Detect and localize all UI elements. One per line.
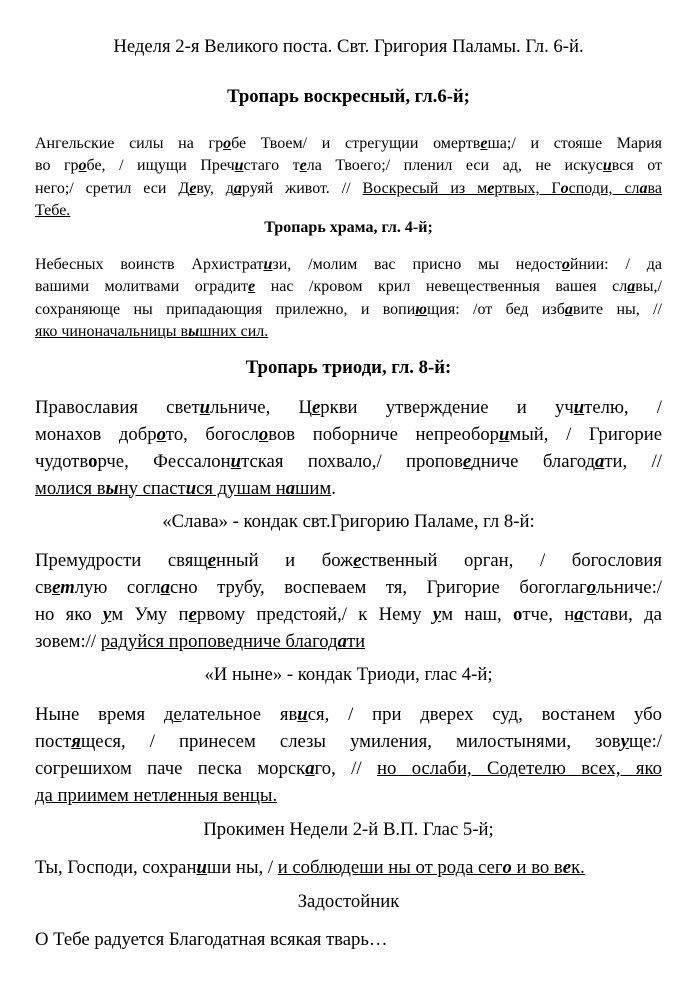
text-line-content <box>35 577 662 598</box>
text-line <box>35 854 662 881</box>
text-run: нный и бож <box>216 549 354 571</box>
text-line-content <box>35 478 336 499</box>
text-line-content <box>35 631 365 652</box>
text-run: телю, / <box>584 396 662 418</box>
text-run: лательное яв <box>181 704 298 725</box>
stressed-letter: е <box>353 549 362 571</box>
stressed-letter: е <box>248 278 256 296</box>
text-line <box>35 299 662 321</box>
stressed-letter: а <box>574 603 584 625</box>
stressed-letter: и <box>263 256 273 273</box>
text-run: ну спаст <box>118 477 186 499</box>
text-run: . <box>331 477 336 499</box>
text-run: Небесных воинств Архистрат <box>35 256 264 273</box>
text-line-content <box>35 857 585 878</box>
section-heading-troparion-temple: Тропарь храма, гл. 4-й; <box>264 219 433 236</box>
stressed-letter: и <box>230 450 242 472</box>
text-run: е <box>173 704 182 725</box>
text-line <box>35 782 662 809</box>
stressed-letter: ы <box>105 477 119 499</box>
text-run: бе, / ищущи Преч <box>86 157 235 175</box>
text-run: лую согл <box>74 576 161 598</box>
text-run: тче, н <box>522 603 575 625</box>
text-run: да приимем нетл <box>35 785 169 806</box>
text-run: но яко <box>35 603 104 625</box>
text-run: монахов добр <box>35 423 157 445</box>
text-run: йнии: / да <box>569 256 662 273</box>
stressed-letter: и <box>199 396 211 418</box>
text-line-content <box>35 731 662 752</box>
text-run: во гр <box>35 157 79 175</box>
stressed-letter: е <box>480 135 488 152</box>
text-line <box>35 728 662 755</box>
text-run: к. <box>571 856 585 878</box>
text-line <box>35 276 662 298</box>
text-run: о <box>513 603 523 625</box>
text-run: бе Твоем/ и стрегущии омертв <box>231 135 481 152</box>
text-line-content <box>35 202 70 219</box>
text-run: т <box>60 576 75 598</box>
stressed-letter: и <box>185 477 197 499</box>
stressed-letter: а <box>233 179 242 197</box>
stressed-letter: е <box>168 785 178 806</box>
stressed-letter: о <box>502 856 512 878</box>
text-line <box>35 178 662 200</box>
text-run: а <box>600 603 610 625</box>
text-run: шних сил. <box>199 323 269 341</box>
text-run: О Тебе радуется Благодатная всякая тварь… <box>35 929 388 950</box>
stressed-letter: у <box>620 731 629 752</box>
stressed-letter: а <box>305 758 315 779</box>
document-title: Неделя 2-я Великого поста. Свт. Григория Паламы. Гл. 6-й. <box>113 36 584 57</box>
text-line-content <box>35 157 662 174</box>
text-run: споди, сл <box>568 179 640 197</box>
stressed-letter: е <box>299 157 307 175</box>
prokeimenon-text <box>35 854 662 881</box>
stressed-letter: а <box>160 576 170 598</box>
text-run: нас /кровом крил невещественныя вашея сл <box>255 278 628 296</box>
text-line <box>35 133 662 155</box>
stressed-letter: а <box>595 450 605 472</box>
text-run: о <box>88 450 98 472</box>
text-run: дниче благод <box>471 450 596 472</box>
stressed-letter: у <box>432 603 442 625</box>
stressed-letter: а <box>285 477 296 499</box>
text-run: ва <box>647 179 662 197</box>
text-line-content <box>35 278 662 295</box>
text-run: м наш, <box>441 603 514 625</box>
stressed-letter: о <box>561 256 570 273</box>
text-run: и во в <box>511 856 563 878</box>
stressed-letter: я <box>71 731 81 752</box>
text-run: тская похвало,/ пропов <box>241 450 463 472</box>
text-run: мый, / Григорие <box>509 423 662 445</box>
text-run: Премудрости свящ <box>35 549 208 571</box>
text-run: ся душам н <box>196 477 286 499</box>
text-run: ти <box>346 630 366 652</box>
text-run: пост <box>35 731 72 752</box>
text-line-content <box>35 550 662 571</box>
text-line-content <box>35 301 662 318</box>
text-line-content <box>35 785 277 806</box>
stressed-letter: и <box>196 856 207 878</box>
text-run: вов поборниче непреобор <box>268 423 500 445</box>
stressed-letter: е <box>562 856 572 878</box>
troparion-resurrection-text <box>35 133 662 223</box>
stressed-letter: а <box>564 300 573 318</box>
stressed-letter: е <box>52 576 61 598</box>
stressed-letter: о <box>78 157 87 175</box>
stressed-letter: а <box>337 630 347 652</box>
text-run: нныя венцы. <box>177 785 278 806</box>
stressed-letter: о <box>156 423 166 445</box>
stressed-letter: е <box>188 603 197 625</box>
stressed-letter: а <box>639 179 648 197</box>
section-heading-prokeimenon: Прокимен Недели 2-й В.П. Глас 5-й; <box>203 819 494 840</box>
text-run: льниче, Ц <box>210 396 312 418</box>
text-line <box>35 394 662 421</box>
stressed-letter: и <box>234 157 244 175</box>
text-run: ст <box>583 603 601 625</box>
text-line <box>35 155 662 177</box>
stressed-letter: о <box>223 135 232 152</box>
text-line-content <box>35 180 662 197</box>
text-line <box>35 601 662 628</box>
text-line-content <box>35 424 662 445</box>
stressed-letter: о <box>258 423 269 445</box>
text-line <box>35 755 662 782</box>
section-heading-troparion-triodion: Тропарь триоди, гл. 8-й: <box>245 357 452 378</box>
text-run: ртвых, Г <box>494 179 561 197</box>
stressed-letter: е <box>207 549 217 571</box>
text-run: Ты, Господи, сохран <box>35 856 197 878</box>
text-run: Воскресый из м <box>362 179 488 197</box>
text-run: ша;/ и стояше Мария <box>487 135 663 152</box>
text-run: вашими молитвами оградит <box>35 278 249 296</box>
text-run: св <box>35 576 53 598</box>
text-run: сно трубу, воспеваем тя, Григорие богоглаг <box>169 576 587 598</box>
text-run: шим <box>295 477 332 499</box>
text-run: Ныне время д <box>35 704 174 725</box>
text-line <box>35 321 662 343</box>
text-run: молися в <box>35 477 106 499</box>
text-line <box>35 475 662 502</box>
stressed-letter: ю <box>415 300 427 318</box>
text-run: рче, Фессалон <box>97 450 231 472</box>
stressed-letter: ы <box>188 323 200 341</box>
text-line <box>35 448 662 475</box>
text-run: него;/ сретил еси Д <box>35 179 190 197</box>
text-run: Тебе. <box>35 202 71 220</box>
stressed-letter: и <box>297 704 308 725</box>
troparion-temple-text <box>35 254 662 344</box>
text-run: чудотв <box>35 450 89 472</box>
kontakion-now-text <box>35 701 662 809</box>
text-line-content <box>35 135 662 152</box>
kontakion-glory-text <box>35 547 662 655</box>
text-line-content <box>35 256 662 273</box>
text-run: вся от <box>611 157 662 175</box>
text-run: ву, д <box>196 179 234 197</box>
text-run: Ангельские силы на гр <box>35 135 224 152</box>
text-run: вы,/ <box>635 278 662 296</box>
text-run: ла Твоего;/ пленил еси ад, не искус <box>306 157 603 175</box>
text-line-content <box>35 929 388 950</box>
text-run: вите ны, // <box>572 300 662 318</box>
text-run: ще:/ <box>628 731 662 752</box>
text-run: ши ны, / <box>206 856 278 878</box>
text-line <box>35 254 662 276</box>
zadostoinik-text <box>35 926 662 953</box>
text-line <box>35 701 662 728</box>
text-run: щеся, / принесем слезы умиления, милостынями, зов <box>80 731 621 752</box>
text-run: руяй живот. // <box>241 179 363 197</box>
stressed-letter: е <box>189 179 197 197</box>
text-line-content <box>35 451 662 472</box>
text-line-content <box>35 397 662 418</box>
section-heading-zadostoinik: Задостойник <box>297 891 400 912</box>
text-run: зи, /молим вас присно мы недост <box>272 256 562 273</box>
text-run: ся, / при дверех суд, востанем убо <box>307 704 662 725</box>
stressed-letter: у <box>103 603 112 625</box>
stressed-letter: е <box>311 396 321 418</box>
section-heading-troparion-resurrection: Тропарь воскресный, гл.6-й; <box>227 86 470 107</box>
text-run: ви, да <box>609 603 662 625</box>
text-run: радуйся проповедниче благод <box>100 630 338 652</box>
text-run: яко чиноначальницы в <box>35 323 189 341</box>
text-run: го, // <box>314 758 377 779</box>
section-heading-kontakion-glory: «Слава» - кондак свт.Григорию Паламе, гл 8-й: <box>162 511 535 532</box>
text-run: ркви утверждение и уч <box>320 396 574 418</box>
text-run: щия: /от бед изб <box>426 300 565 318</box>
text-run: но ослаби, Содетелю всех, яко <box>376 758 662 779</box>
stressed-letter: е <box>487 179 495 197</box>
text-line-content <box>35 704 662 725</box>
text-run: то, богосл <box>165 423 259 445</box>
text-line-content <box>35 604 662 625</box>
text-run: и соблюдеши ны от рода сег <box>277 856 503 878</box>
stressed-letter: и <box>602 157 612 175</box>
text-run: ственный орган, / богословия <box>361 549 662 571</box>
text-run: сохраняюще ны припадающия прилежно, и вопи <box>35 300 416 318</box>
text-run: рвому предстояй,/ к Нему <box>196 603 433 625</box>
text-run: м Уму п <box>111 603 189 625</box>
stressed-letter: а <box>627 278 636 296</box>
text-line <box>35 547 662 574</box>
troparion-triodion-text <box>35 394 662 502</box>
text-line-content <box>35 323 268 340</box>
text-run: ти, // <box>604 450 662 472</box>
text-run: Православия свет <box>35 396 200 418</box>
text-line <box>35 628 662 655</box>
section-heading-kontakion-now: «И ныне» - кондак Триоди, глас 4-й; <box>204 664 493 685</box>
text-run: согрешихом паче песка морск <box>35 758 306 779</box>
text-run: стаго т <box>243 157 300 175</box>
text-line-content <box>35 758 662 779</box>
stressed-letter: и <box>499 423 510 445</box>
stressed-letter: и <box>573 396 585 418</box>
text-run: зовем:// <box>35 630 101 652</box>
stressed-letter: о <box>586 576 597 598</box>
text-run: льниче:/ <box>596 576 662 598</box>
text-line <box>35 421 662 448</box>
stressed-letter: е <box>462 450 472 472</box>
text-line <box>35 574 662 601</box>
stressed-letter: о <box>560 179 569 197</box>
text-line <box>35 926 662 953</box>
